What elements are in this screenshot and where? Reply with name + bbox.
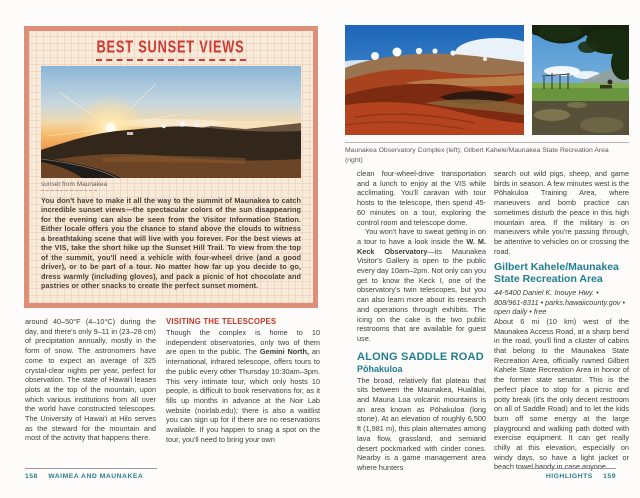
- rp-col2-paragraph-1: search out wild pigs, sheep, and game birds in season. A few minutes west is the Pōhakuloa Training Area, where maneuvers and bomb practice can sometimes disturb the peace in this high mountain area. If the military is on maneuvers while you're passing through, be attentive to vehicles on or crossing the road.: [494, 169, 629, 256]
- along-saddle-road-heading: ALONG SADDLE ROAD: [357, 350, 484, 363]
- left-page-number: 158: [25, 473, 38, 480]
- sunset-photo-illustration: [41, 66, 301, 178]
- keck-text-before: You won't have to sweat getting in on a tour to have a look inside the: [357, 227, 486, 246]
- rp-col1-paragraph-2: [357, 227, 486, 343]
- feature-box-title-wrap: [29, 39, 313, 57]
- footer-rule-right: [518, 468, 616, 469]
- left-col2-paragraph: [166, 328, 320, 444]
- caption-dashed-divider: [41, 190, 97, 191]
- right-page-number: 159: [603, 473, 616, 480]
- footer-rule-left: [25, 468, 157, 469]
- visiting-telescopes-heading: VISITING THE TELESCOPES: [166, 317, 277, 326]
- keck-observatory-bold: W. M. Keck Observatory: [357, 236, 486, 256]
- rp-col1-paragraph-3: The broad, relatively flat plateau that sits between the Maunakea, Hualālai, and Mauna Loa volcanic mountains is an area known as Pōhakuloa (long stone). At an elevation of roughly 6,500 ft (1,981 m), this plain alternates among lava flow, grassland, and semiarid desert pockmarked with cinder cones. Nearby is a game management area where hunters: [357, 375, 486, 472]
- feature-box-title: BEST SUNSET VIEWS: [96, 38, 246, 57]
- feature-box-body: You don't have to make it all the way to the summit of Maunakea to catch incredible sunset views—the spectacular colors of the sun disappearing for the evening can also be seen from the Visitor Information Station. Either locale offers you the chance to stand above the clouds to witness a breathtaking scene that will live with you forever. For the best views at the VIS, take the short hike up the Sunset Hill Trail. To view from the top of the summit, you'll need a vehicle with four-wheel drive (and a good driver), or to be part of a tour. No matter how far up you decide to go, dress warmly (including gloves), and pack a picnic of hot chocolate and pastries or other snacks to create the perfect sunset moment.: [41, 196, 301, 291]
- left-page-footer: [25, 468, 157, 480]
- right-section-label: HIGHLIGHTS: [545, 473, 593, 480]
- keck-text-after: —its Maunakea Visitor's Gallery is open to the public every day 10am–2pm. Not only can you get to know the Keck I, one of the observatory's twin telescopes, but you can also learn more about its research and operations through exhibits. The icing on the cake is the two public restrooms that are available for guest use.: [357, 246, 487, 343]
- right-photos-caption: Maunakea Observatory Complex (left); Gilbert Kahele/Maunakea State Recreation Area (right): [345, 147, 609, 164]
- observatory-photo-illustration: [345, 25, 524, 135]
- right-page-footer: [518, 468, 616, 480]
- best-sunset-views-box: [24, 26, 318, 308]
- gilbert-kahele-listing-details: 44-5400 Daniel K. Inouye Hwy. • 808/961-8311 • parks.hawaiicounty.gov • open daily • free: [494, 287, 625, 317]
- left-page-columns: [25, 317, 320, 444]
- sunset-photo: [41, 66, 301, 178]
- col2-text-after: an international, infrared telescope, offers tours to the public every other Thursday 10:30am–3pm. This very intimate tour, which only hosts 10 people, is difficult to book reservations for, as it fills up months in advance at the Noir Lab website (noirlab.edu); there is also a waitlist you can sign up for if there are no reservations available. If you happen to snag a spot on the tour, you'll need to bring your own: [166, 347, 320, 444]
- gemini-north-bold: Gemini North,: [259, 347, 309, 357]
- rp-col2-paragraph-2: About 6 mi (10 km) west of the Maunakea Access Road, at a sharp bend in the road, you'll find a cluster of cabins that belong to the Maunakea State Recreation Area, officially named Gilbert Kahele State Recreation Area in honor of the former state senator. This is the perfect place to stop for a picnic and potty break (it's the only decent restroom on all of Saddle Road) and to let the kids burn off some energy at the large playground and walking path dotted with exercise equipment. It can get really chilly at this elevation, especially on windy days, so have a light jacket or beach towel handy in case anyone: [494, 316, 629, 472]
- gilbert-kahele-heading: Gilbert Kahele/Maunakea State Recreation Area: [494, 261, 619, 286]
- rp-col1-paragraph-1: clean four-wheel-drive transportation and a lunch to enjoy at the VIS while acclimating. You'll caravan with tour hosts to the telescope, then spend 45-60 minutes on a tour, exploring the control room and telescope dome.: [357, 169, 486, 227]
- left-column-1: [25, 317, 156, 444]
- right-caption-rule: [345, 142, 629, 143]
- right-column-1: [357, 169, 486, 473]
- left-column-2: [166, 317, 320, 444]
- right-page-columns: [357, 169, 629, 473]
- left-col1-paragraph: around 40–50°F (4–10°C) during the day, and there's only 9–11 in (23–28 cm) of precipitation annually, mostly in the form of snow. The astronomers have come to expect an average of 325 crystal-clear nights per year, perfect for observation. The state of Hawai'i leases plots at the top of the mountain, upon which various institutions from all over the world have constructed telescopes. The University of Hawai'i at Hilo serves as the steward for the mountain and most of the activity that happens there.: [25, 317, 156, 443]
- sunset-photo-caption: sunset from Maunakea: [41, 181, 108, 188]
- title-dashed-divider: [96, 59, 246, 61]
- right-column-2: [494, 169, 629, 473]
- col2-text-before: Though the complex is home to 10 independent observatories, only two of them are open to the public. The: [166, 328, 320, 357]
- pohakuloa-subheading: Pōhakuloa: [357, 363, 403, 374]
- recreation-photo-illustration: [532, 25, 629, 135]
- recreation-area-photo: [532, 25, 629, 135]
- left-section-label: WAIMEA AND MAUNAKEA: [48, 473, 144, 480]
- observatory-complex-photo: [345, 25, 524, 135]
